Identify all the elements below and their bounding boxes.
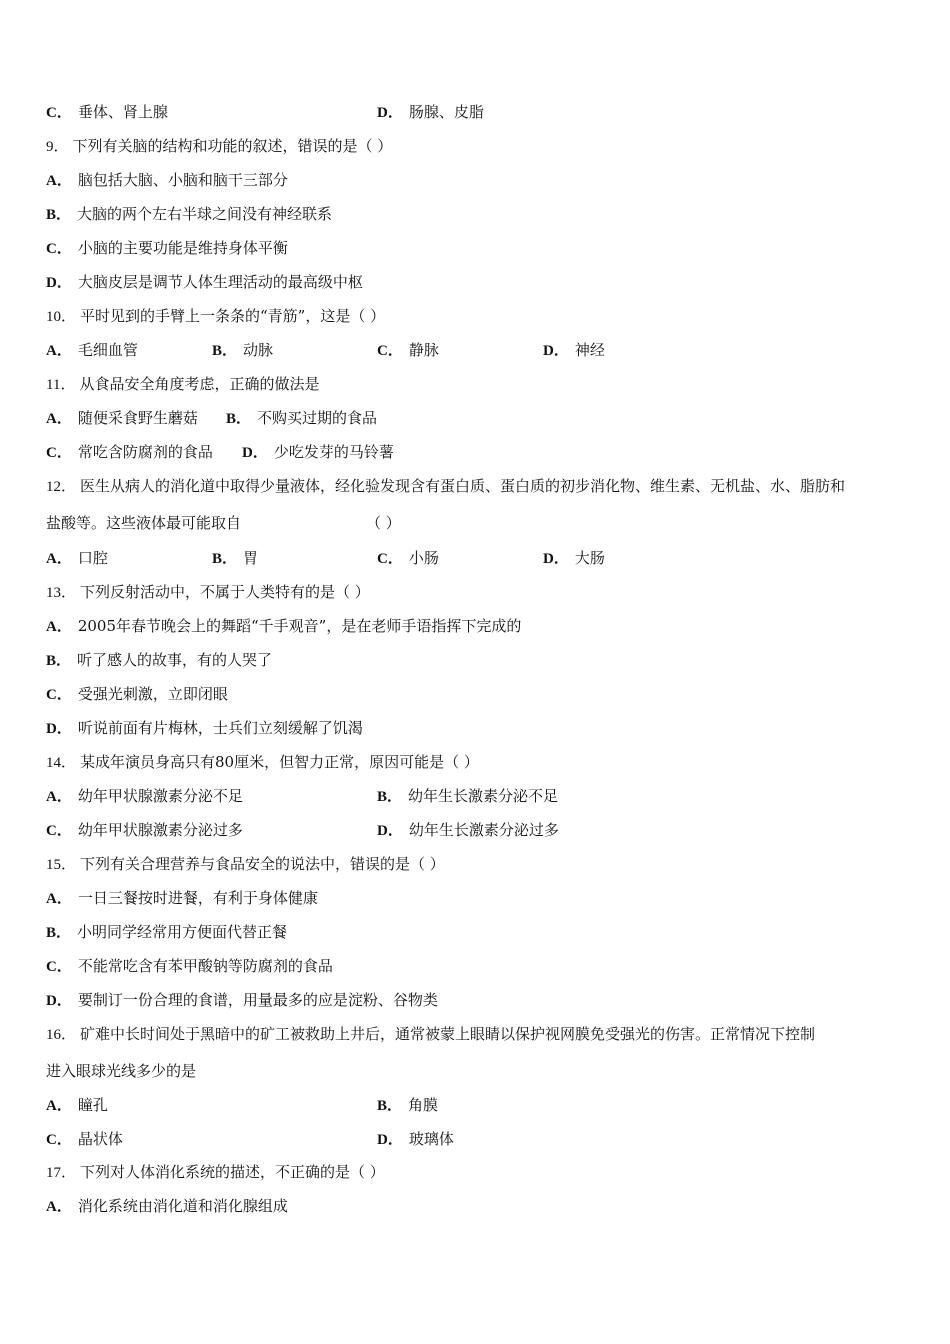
question-number: 12．	[46, 479, 77, 495]
option-text: 角膜	[408, 1096, 439, 1114]
option-label: D．	[377, 823, 403, 839]
question-number: 10．	[46, 309, 77, 325]
q16-option-c	[46, 1129, 123, 1150]
option-label: A．	[46, 619, 72, 635]
question-text: 下列有关合理营养与食品安全的说法中，错误的是（ ）	[80, 855, 445, 873]
option-text: 脑包括大脑、小脑和脑干三部分	[77, 171, 288, 189]
q8-option-d	[377, 102, 484, 123]
option-text: 大肠	[574, 549, 605, 567]
q15-option-c	[46, 956, 333, 977]
q16-stem-line1	[46, 1024, 815, 1045]
option-text: 小肠	[408, 549, 439, 567]
q11-option-a	[46, 408, 198, 429]
option-text: 瞳孔	[77, 1096, 108, 1114]
q9-option-d	[46, 272, 363, 293]
question-text-cont: 进入眼球光线多少的是	[46, 1062, 197, 1080]
q14-stem	[46, 752, 479, 773]
question-text: 平时见到的手臂上一条条的“青筋”，这是（ ）	[80, 307, 386, 325]
q12-option-a	[46, 548, 108, 569]
option-label: D．	[242, 445, 268, 461]
question-number: 15．	[46, 857, 77, 873]
option-label: B．	[212, 551, 238, 567]
question-text: 某成年演员身高只有80厘米，但智力正常，原因可能是（ ）	[80, 753, 479, 771]
q12-option-d	[543, 548, 605, 569]
option-label: D．	[46, 993, 72, 1009]
question-text: 矿难中长时间处于黑暗中的矿工被救助上井后，通常被蒙上眼睛以保护视网膜免受强光的伤害。正常情况下控制	[80, 1025, 816, 1043]
option-label: D．	[543, 343, 569, 359]
option-text: 幼年甲状腺激素分泌过多	[77, 821, 243, 839]
question-number: 14．	[46, 755, 77, 771]
option-text: 大脑的两个左右半球之间没有神经联系	[77, 205, 333, 223]
option-label: C．	[46, 445, 72, 461]
option-label: A．	[46, 1199, 72, 1215]
q12-stem-line1	[46, 476, 845, 497]
q15-option-a	[46, 888, 318, 909]
option-text: 受强光刺激，立即闭眼	[77, 685, 228, 703]
question-number: 9．	[46, 139, 69, 155]
option-label: A．	[46, 551, 72, 567]
q16-option-a	[46, 1095, 108, 1116]
option-text: 垂体、肾上腺	[77, 103, 168, 121]
q9-option-c	[46, 238, 288, 259]
option-label: A．	[46, 173, 72, 189]
option-text: 幼年生长激素分泌不足	[408, 787, 559, 805]
option-label: C．	[46, 687, 72, 703]
question-text: 下列有关脑的结构和功能的叙述，错误的是（ ）	[72, 137, 393, 155]
question-number: 11．	[46, 377, 76, 393]
option-text: 一日三餐按时进餐，有利于身体健康	[77, 889, 318, 907]
option-label: A．	[46, 411, 72, 427]
question-number: 17．	[46, 1165, 77, 1181]
q14-option-d	[377, 820, 559, 841]
option-label: C．	[46, 241, 72, 257]
option-text: 小脑的主要功能是维持身体平衡	[77, 239, 288, 257]
option-text: 动脉	[243, 341, 274, 359]
q16-stem-line2	[46, 1061, 196, 1081]
option-text: 不能常吃含有苯甲酸钠等防腐剂的食品	[77, 957, 333, 975]
question-text: 下列反射活动中，不属于人类特有的是（ ）	[80, 583, 370, 601]
option-label: C．	[377, 551, 403, 567]
question-text: 医生从病人的消化道中取得少量液体，经化验发现含有蛋白质、蛋白质的初步消化物、维生素、无机盐、水、脂肪和	[80, 477, 846, 495]
q11-option-c	[46, 442, 213, 463]
q14-option-b	[377, 786, 558, 807]
option-text: 不购买过期的食品	[257, 409, 378, 427]
option-text: 少吃发芽的马铃薯	[273, 443, 394, 461]
q12-option-c	[377, 548, 439, 569]
q17-stem	[46, 1162, 385, 1183]
q10-option-b	[212, 340, 273, 361]
option-text: 神经	[574, 341, 605, 359]
q15-stem	[46, 854, 445, 875]
q17-option-a	[46, 1196, 288, 1217]
q13-stem	[46, 582, 370, 603]
option-label: A．	[46, 891, 72, 907]
option-label: D．	[377, 1132, 403, 1148]
q15-option-d	[46, 990, 438, 1011]
q13-option-c	[46, 684, 228, 705]
option-text: 大脑皮层是调节人体生理活动的最高级中枢	[77, 273, 363, 291]
option-label: B．	[46, 653, 72, 669]
option-label: D．	[543, 551, 569, 567]
q16-option-b	[377, 1095, 438, 1116]
option-label: C．	[46, 105, 72, 121]
q13-option-a	[46, 616, 521, 637]
q15-option-b	[46, 922, 287, 943]
option-label: D．	[46, 721, 72, 737]
q9-option-a	[46, 170, 288, 191]
question-text-cont: 盐酸等。这些液体最可能取自	[46, 514, 242, 532]
option-text: 静脉	[408, 341, 439, 359]
option-label: A．	[46, 343, 72, 359]
option-text: 肠腺、皮脂	[408, 103, 484, 121]
option-text: 要制订一份合理的食谱，用量最多的应是淀粉、谷物类	[77, 991, 438, 1009]
q13-option-d	[46, 718, 363, 739]
q10-stem	[46, 306, 385, 327]
option-label: B．	[46, 207, 72, 223]
option-label: A．	[46, 789, 72, 805]
q10-option-a	[46, 340, 138, 361]
option-text: 幼年生长激素分泌过多	[408, 821, 559, 839]
option-label: D．	[377, 105, 403, 121]
option-text: 幼年甲状腺激素分泌不足	[77, 787, 243, 805]
option-text: 小明同学经常用方便面代替正餐	[77, 923, 288, 941]
option-text: 随便采食野生蘑菇	[77, 409, 198, 427]
option-text: 晶状体	[77, 1130, 123, 1148]
q10-option-d	[543, 340, 605, 361]
option-label: B．	[226, 411, 252, 427]
option-text: 玻璃体	[408, 1130, 454, 1148]
q13-option-b	[46, 650, 272, 671]
q12-stem-line2	[46, 513, 906, 533]
option-label: C．	[46, 959, 72, 975]
q11-option-b	[226, 408, 377, 429]
q10-option-c	[377, 340, 439, 361]
option-label: B．	[46, 925, 72, 941]
question-number: 16．	[46, 1027, 77, 1043]
q16-option-d	[377, 1129, 454, 1150]
question-text: 从食品安全角度考虑，正确的做法是	[79, 375, 320, 393]
option-label: C．	[46, 1132, 72, 1148]
q12-option-b	[212, 548, 258, 569]
option-label: D．	[46, 275, 72, 291]
question-text: 下列对人体消化系统的描述，不正确的是（ ）	[80, 1163, 385, 1181]
q11-stem	[46, 374, 319, 395]
option-text: 听了感人的故事，有的人哭了	[77, 651, 273, 669]
option-label: B．	[377, 1098, 403, 1114]
option-text: 2005年春节晚会上的舞蹈“千手观音”，是在老师手语指挥下完成的	[77, 617, 522, 635]
option-label: B．	[212, 343, 238, 359]
q9-option-b	[46, 204, 332, 225]
question-number: 13．	[46, 585, 77, 601]
q9-stem	[46, 136, 392, 157]
option-label: A．	[46, 1098, 72, 1114]
option-label: C．	[377, 343, 403, 359]
q14-option-a	[46, 786, 243, 807]
option-text: 毛细血管	[77, 341, 138, 359]
q8-option-c	[46, 102, 168, 123]
q11-option-d	[242, 442, 394, 463]
option-text: 口腔	[77, 549, 108, 567]
option-text: 常吃含防腐剂的食品	[77, 443, 213, 461]
option-text: 消化系统由消化道和消化腺组成	[77, 1197, 288, 1215]
option-text: 听说前面有片梅林，士兵们立刻缓解了饥渴	[77, 719, 363, 737]
q14-option-c	[46, 820, 243, 841]
option-text: 胃	[243, 549, 259, 567]
answer-paren: （ ）	[366, 514, 401, 532]
option-label: B．	[377, 789, 403, 805]
option-label: C．	[46, 823, 72, 839]
